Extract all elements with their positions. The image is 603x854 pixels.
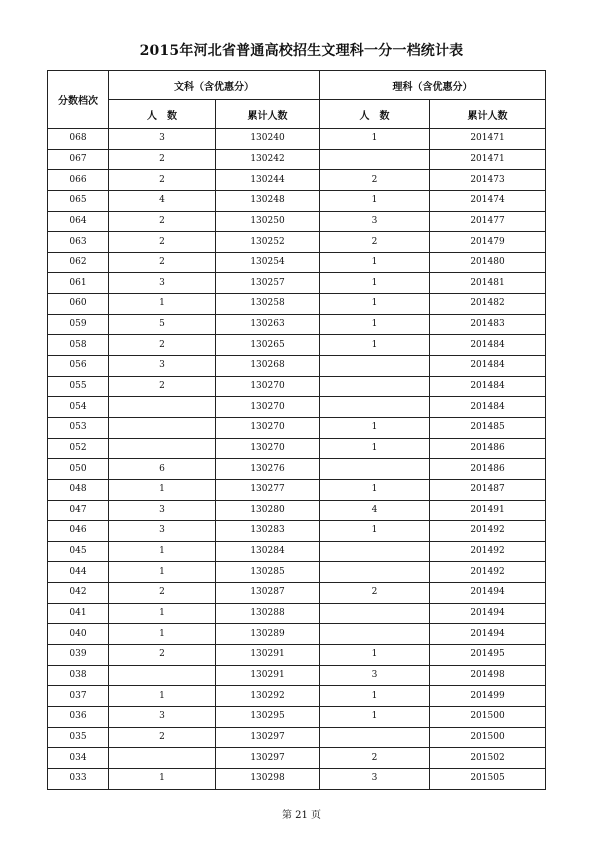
like-count-cell: 1 bbox=[320, 706, 430, 727]
wenke-cumulative-cell: 130280 bbox=[216, 500, 320, 521]
like-count-cell: 2 bbox=[320, 748, 430, 769]
score-cell: 060 bbox=[48, 294, 109, 315]
wenke-count-cell: 1 bbox=[109, 624, 216, 645]
like-count-cell bbox=[320, 541, 430, 562]
like-cumulative-cell: 201505 bbox=[430, 768, 546, 789]
like-cumulative-cell: 201494 bbox=[430, 603, 546, 624]
like-count-cell: 1 bbox=[320, 294, 430, 315]
wenke-cumulative-cell: 130270 bbox=[216, 376, 320, 397]
like-cumulative-cell: 201498 bbox=[430, 665, 546, 686]
like-cumulative-cell: 201486 bbox=[430, 438, 546, 459]
wenke-count-cell: 1 bbox=[109, 603, 216, 624]
wenke-count-cell: 1 bbox=[109, 768, 216, 789]
score-cell: 039 bbox=[48, 645, 109, 666]
wenke-count-cell: 2 bbox=[109, 252, 216, 273]
like-count-cell bbox=[320, 603, 430, 624]
table-row bbox=[48, 376, 546, 397]
table-row bbox=[48, 232, 546, 253]
table-row bbox=[48, 149, 546, 170]
table-row bbox=[48, 335, 546, 356]
like-count-cell: 1 bbox=[320, 417, 430, 438]
like-count-cell: 1 bbox=[320, 335, 430, 356]
wenke-cumulative-cell: 130283 bbox=[216, 521, 320, 542]
table-row bbox=[48, 356, 546, 377]
wenke-cumulative-cell: 130291 bbox=[216, 645, 320, 666]
table-row bbox=[48, 624, 546, 645]
like-count-cell: 2 bbox=[320, 583, 430, 604]
wenke-count-cell: 3 bbox=[109, 273, 216, 294]
like-cumulative-cell: 201484 bbox=[430, 376, 546, 397]
like-cumulative-cell: 201494 bbox=[430, 583, 546, 604]
score-cell: 038 bbox=[48, 665, 109, 686]
table-row bbox=[48, 273, 546, 294]
score-table bbox=[47, 70, 546, 790]
wenke-count-cell: 6 bbox=[109, 459, 216, 480]
wenke-count-cell bbox=[109, 665, 216, 686]
like-cumulative-cell: 201477 bbox=[430, 211, 546, 232]
like-count-cell: 1 bbox=[320, 479, 430, 500]
like-group-header: 理科（含优惠分） bbox=[320, 71, 546, 100]
like-cumulative-cell: 201482 bbox=[430, 294, 546, 315]
wenke-count-cell: 5 bbox=[109, 314, 216, 335]
wenke-count-cell bbox=[109, 748, 216, 769]
score-cell: 054 bbox=[48, 397, 109, 418]
like-count-cell: 1 bbox=[320, 438, 430, 459]
like-cumulative-cell: 201474 bbox=[430, 190, 546, 211]
like-cumulative-cell: 201486 bbox=[430, 459, 546, 480]
wenke-cumulative-cell: 130289 bbox=[216, 624, 320, 645]
wenke-count-cell: 3 bbox=[109, 521, 216, 542]
table-row bbox=[48, 541, 546, 562]
wenke-count-cell bbox=[109, 397, 216, 418]
score-cell: 061 bbox=[48, 273, 109, 294]
score-cell: 048 bbox=[48, 479, 109, 500]
table-row bbox=[48, 665, 546, 686]
page-title: 2015年河北省普通高校招生文理科一分一档统计表 bbox=[139, 43, 464, 59]
score-cell: 052 bbox=[48, 438, 109, 459]
wenke-cumulative-cell: 130295 bbox=[216, 706, 320, 727]
score-cell: 040 bbox=[48, 624, 109, 645]
like-count-cell bbox=[320, 149, 430, 170]
wenke-cumulative-header: 累计人数 bbox=[216, 100, 320, 129]
table-row bbox=[48, 500, 546, 521]
like-cumulative-cell: 201487 bbox=[430, 479, 546, 500]
wenke-cumulative-cell: 130268 bbox=[216, 356, 320, 377]
wenke-count-cell: 2 bbox=[109, 335, 216, 356]
wenke-count-header: 人 数 bbox=[109, 100, 216, 129]
like-count-cell bbox=[320, 624, 430, 645]
like-count-cell bbox=[320, 397, 430, 418]
like-cumulative-cell: 201492 bbox=[430, 562, 546, 583]
wenke-count-cell: 2 bbox=[109, 232, 216, 253]
wenke-cumulative-cell: 130270 bbox=[216, 397, 320, 418]
like-cumulative-cell: 201494 bbox=[430, 624, 546, 645]
like-count-cell: 1 bbox=[320, 252, 430, 273]
table-row bbox=[48, 768, 546, 789]
wenke-count-cell: 3 bbox=[109, 500, 216, 521]
wenke-group-header: 文科（含优惠分） bbox=[109, 71, 320, 100]
like-cumulative-cell: 201491 bbox=[430, 500, 546, 521]
like-count-cell: 1 bbox=[320, 645, 430, 666]
like-cumulative-cell: 201492 bbox=[430, 521, 546, 542]
like-cumulative-cell: 201481 bbox=[430, 273, 546, 294]
score-cell: 046 bbox=[48, 521, 109, 542]
table-row bbox=[48, 252, 546, 273]
table-row bbox=[48, 170, 546, 191]
table-row bbox=[48, 397, 546, 418]
wenke-cumulative-cell: 130252 bbox=[216, 232, 320, 253]
wenke-count-cell: 2 bbox=[109, 645, 216, 666]
like-cumulative-cell: 201495 bbox=[430, 645, 546, 666]
table-row bbox=[48, 190, 546, 211]
score-cell: 044 bbox=[48, 562, 109, 583]
table-row bbox=[48, 706, 546, 727]
wenke-count-cell: 2 bbox=[109, 583, 216, 604]
like-cumulative-cell: 201484 bbox=[430, 397, 546, 418]
like-cumulative-cell: 201502 bbox=[430, 748, 546, 769]
like-count-cell: 3 bbox=[320, 768, 430, 789]
table-row bbox=[48, 645, 546, 666]
table-row bbox=[48, 562, 546, 583]
score-cell: 055 bbox=[48, 376, 109, 397]
like-cumulative-cell: 201480 bbox=[430, 252, 546, 273]
score-cell: 064 bbox=[48, 211, 109, 232]
like-cumulative-cell: 201479 bbox=[430, 232, 546, 253]
wenke-cumulative-cell: 130240 bbox=[216, 129, 320, 150]
wenke-cumulative-cell: 130242 bbox=[216, 149, 320, 170]
score-cell: 062 bbox=[48, 252, 109, 273]
wenke-cumulative-cell: 130288 bbox=[216, 603, 320, 624]
table-row bbox=[48, 603, 546, 624]
like-count-cell bbox=[320, 356, 430, 377]
wenke-cumulative-cell: 130254 bbox=[216, 252, 320, 273]
score-cell: 056 bbox=[48, 356, 109, 377]
wenke-cumulative-cell: 130292 bbox=[216, 686, 320, 707]
score-cell: 042 bbox=[48, 583, 109, 604]
wenke-cumulative-cell: 130244 bbox=[216, 170, 320, 191]
wenke-count-cell: 1 bbox=[109, 686, 216, 707]
score-cell: 050 bbox=[48, 459, 109, 480]
like-cumulative-cell: 201473 bbox=[430, 170, 546, 191]
score-cell: 065 bbox=[48, 190, 109, 211]
wenke-count-cell: 2 bbox=[109, 170, 216, 191]
score-cell: 068 bbox=[48, 129, 109, 150]
score-cell: 034 bbox=[48, 748, 109, 769]
table-row bbox=[48, 129, 546, 150]
wenke-cumulative-cell: 130263 bbox=[216, 314, 320, 335]
score-cell: 059 bbox=[48, 314, 109, 335]
table-body bbox=[48, 129, 546, 790]
like-count-cell: 1 bbox=[320, 521, 430, 542]
like-count-cell bbox=[320, 459, 430, 480]
score-cell: 063 bbox=[48, 232, 109, 253]
wenke-cumulative-cell: 130270 bbox=[216, 438, 320, 459]
score-column-header: 分数档次 bbox=[48, 71, 109, 129]
like-cumulative-cell: 201484 bbox=[430, 335, 546, 356]
wenke-cumulative-cell: 130297 bbox=[216, 727, 320, 748]
score-cell: 036 bbox=[48, 706, 109, 727]
table-row bbox=[48, 314, 546, 335]
wenke-cumulative-cell: 130284 bbox=[216, 541, 320, 562]
score-cell: 047 bbox=[48, 500, 109, 521]
score-cell: 037 bbox=[48, 686, 109, 707]
wenke-cumulative-cell: 130287 bbox=[216, 583, 320, 604]
wenke-count-cell: 3 bbox=[109, 129, 216, 150]
like-count-cell: 1 bbox=[320, 686, 430, 707]
like-cumulative-cell: 201500 bbox=[430, 706, 546, 727]
table-row bbox=[48, 686, 546, 707]
wenke-cumulative-cell: 130291 bbox=[216, 665, 320, 686]
wenke-cumulative-cell: 130248 bbox=[216, 190, 320, 211]
table-row bbox=[48, 211, 546, 232]
wenke-count-cell bbox=[109, 417, 216, 438]
like-cumulative-cell: 201485 bbox=[430, 417, 546, 438]
wenke-cumulative-cell: 130297 bbox=[216, 748, 320, 769]
wenke-count-cell: 1 bbox=[109, 479, 216, 500]
like-cumulative-cell: 201492 bbox=[430, 541, 546, 562]
wenke-cumulative-cell: 130285 bbox=[216, 562, 320, 583]
score-cell: 066 bbox=[48, 170, 109, 191]
wenke-cumulative-cell: 130270 bbox=[216, 417, 320, 438]
like-count-cell bbox=[320, 562, 430, 583]
score-cell: 033 bbox=[48, 768, 109, 789]
wenke-cumulative-cell: 130257 bbox=[216, 273, 320, 294]
table-row bbox=[48, 417, 546, 438]
like-count-cell bbox=[320, 727, 430, 748]
wenke-count-cell: 1 bbox=[109, 562, 216, 583]
header-row-1 bbox=[48, 71, 546, 100]
wenke-count-cell: 3 bbox=[109, 356, 216, 377]
score-cell: 053 bbox=[48, 417, 109, 438]
table-row bbox=[48, 459, 546, 480]
like-count-cell: 1 bbox=[320, 273, 430, 294]
wenke-cumulative-cell: 130276 bbox=[216, 459, 320, 480]
header-row-2 bbox=[48, 100, 546, 129]
like-cumulative-cell: 201471 bbox=[430, 149, 546, 170]
like-count-cell: 3 bbox=[320, 211, 430, 232]
like-cumulative-header: 累计人数 bbox=[430, 100, 546, 129]
score-cell: 041 bbox=[48, 603, 109, 624]
wenke-cumulative-cell: 130298 bbox=[216, 768, 320, 789]
wenke-cumulative-cell: 130265 bbox=[216, 335, 320, 356]
like-count-cell: 1 bbox=[320, 190, 430, 211]
wenke-count-cell: 3 bbox=[109, 706, 216, 727]
table-row bbox=[48, 521, 546, 542]
wenke-count-cell: 2 bbox=[109, 211, 216, 232]
wenke-count-cell: 1 bbox=[109, 541, 216, 562]
wenke-cumulative-cell: 130277 bbox=[216, 479, 320, 500]
table-row bbox=[48, 727, 546, 748]
wenke-cumulative-cell: 130250 bbox=[216, 211, 320, 232]
wenke-count-cell: 2 bbox=[109, 727, 216, 748]
like-count-cell: 1 bbox=[320, 314, 430, 335]
score-cell: 045 bbox=[48, 541, 109, 562]
score-cell: 067 bbox=[48, 149, 109, 170]
table-row bbox=[48, 748, 546, 769]
like-cumulative-cell: 201471 bbox=[430, 129, 546, 150]
table-row bbox=[48, 438, 546, 459]
table-row bbox=[48, 583, 546, 604]
wenke-cumulative-cell: 130258 bbox=[216, 294, 320, 315]
like-cumulative-cell: 201499 bbox=[430, 686, 546, 707]
like-count-cell: 4 bbox=[320, 500, 430, 521]
like-count-header: 人 数 bbox=[320, 100, 430, 129]
wenke-count-cell: 4 bbox=[109, 190, 216, 211]
wenke-count-cell: 1 bbox=[109, 294, 216, 315]
like-cumulative-cell: 201500 bbox=[430, 727, 546, 748]
like-count-cell bbox=[320, 376, 430, 397]
like-count-cell: 1 bbox=[320, 129, 430, 150]
like-count-cell: 2 bbox=[320, 170, 430, 191]
score-cell: 058 bbox=[48, 335, 109, 356]
table-row bbox=[48, 294, 546, 315]
page-number: 第 21 页 bbox=[281, 810, 322, 821]
table-row bbox=[48, 479, 546, 500]
wenke-count-cell: 2 bbox=[109, 149, 216, 170]
wenke-count-cell bbox=[109, 438, 216, 459]
like-cumulative-cell: 201483 bbox=[430, 314, 546, 335]
like-cumulative-cell: 201484 bbox=[430, 356, 546, 377]
like-count-cell: 3 bbox=[320, 665, 430, 686]
like-count-cell: 2 bbox=[320, 232, 430, 253]
score-cell: 035 bbox=[48, 727, 109, 748]
wenke-count-cell: 2 bbox=[109, 376, 216, 397]
